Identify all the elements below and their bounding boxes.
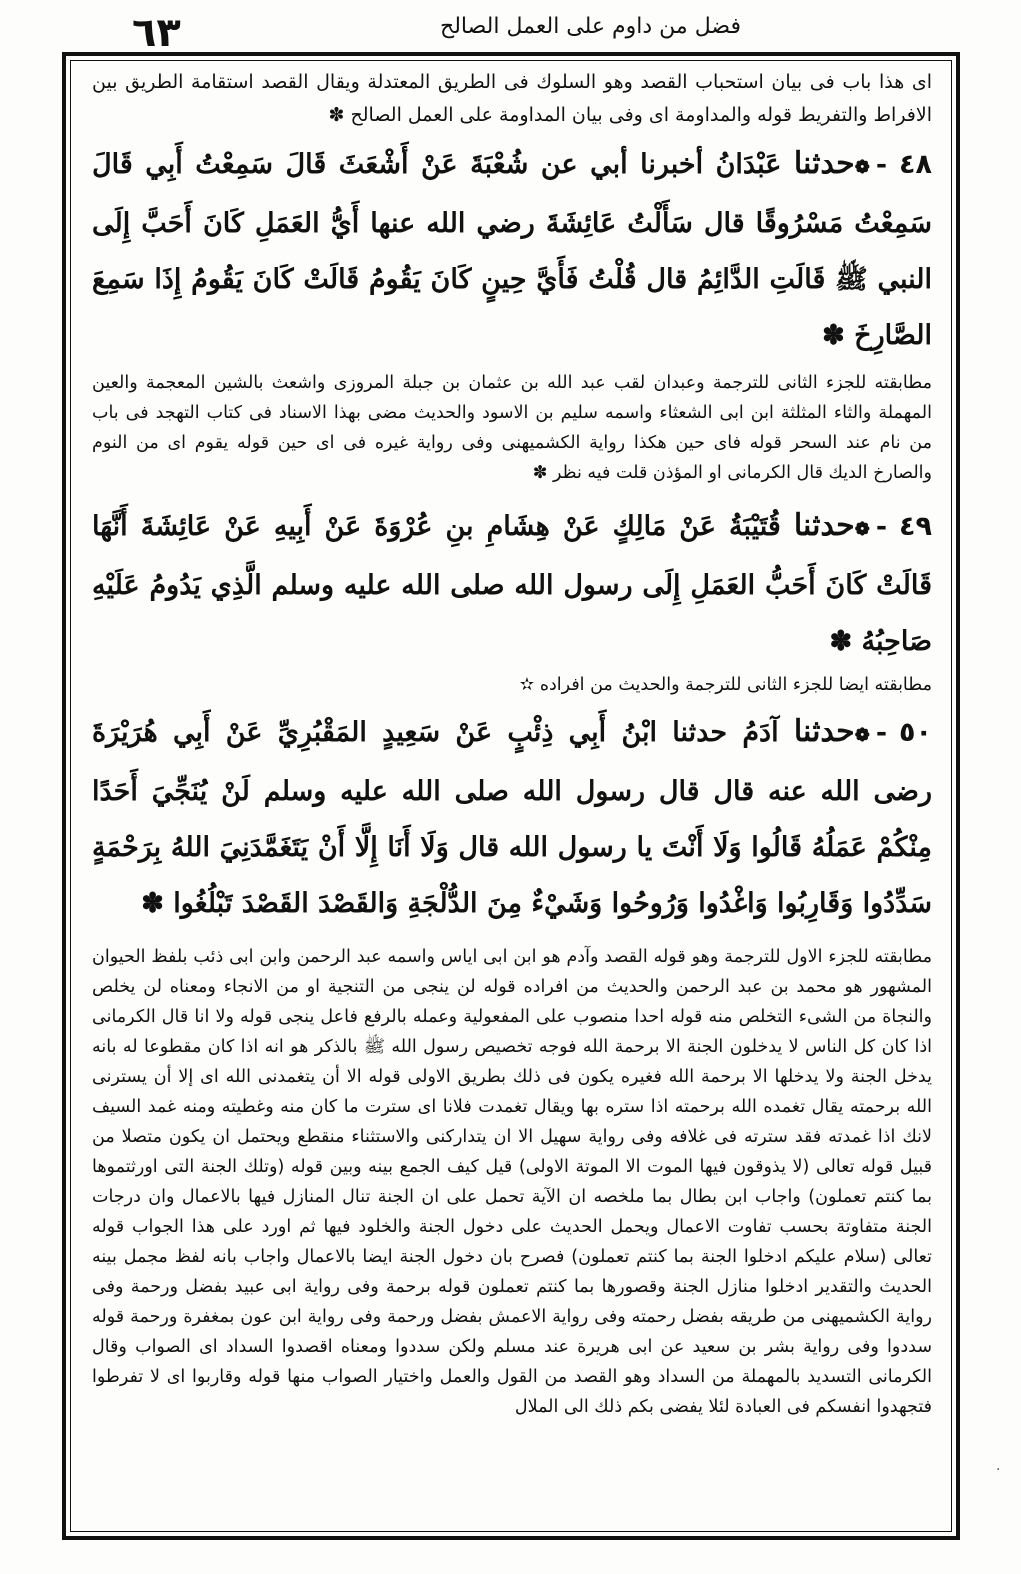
hadith-keyword: حدثنا	[793, 146, 855, 181]
hadith-keyword: حدثنا	[793, 508, 855, 543]
ornament-open-icon: ❁	[854, 157, 870, 178]
hadith-text: عَبْدَانُ أخبرنا أبي عن شُعْبَةَ عَنْ أَشْعَثَ قَالَ سَمِعْتُ أَبِي قَالَ سَمِعْتُ مَسْرُوقًا قال سَأَلْتُ عَائِشَةَ رضي الله عنها أَيُّ العَمَلِ كَانَ أَحَبَّ إِلَى النبي ﷺ قَالَتِ الدَّائِمُ قال قُلْتُ فَأَيَّ حِينٍ كَانَ يَقُومُ قَالَتْ كَانَ يَقُومُ إِذَا سَمِعَ الصَّارِخَ ✽	[92, 149, 932, 351]
hadith-dash: -	[875, 717, 888, 748]
running-title: فضل من داوم على العمل الصالح	[440, 14, 741, 39]
hadith-50	[92, 704, 932, 932]
page-number: ٦٣	[132, 10, 181, 56]
hadith-text: قُتَيْبَةُ عَنْ مَالِكٍ عَنْ هِشَامِ بنِ عُرْوَةَ عَنْ أَبِيهِ عَنْ عَائِشَةَ أَنَّهَا قَالَتْ كَانَ أَحَبُّ العَمَلِ إِلَى رسول الله صلى الله عليه وسلم الَّذِي يَدُومُ عَلَيْهِ صَاحِبُهُ ✽	[92, 511, 932, 657]
commentary-50: مطابقته للجزء الاول للترجمة وهو قوله القصد وآدم هو ابن ابى اياس واسمه عبد الرحمن وابن ابى ذئب بلفظ الحيوان المشهور هو محمد بن عبد الرحمن والحديث من افراده قوله لن ينجى من التنجية او من الانجاء ومعناه لن يخلص والنجاة من الشىء التخلص منه قوله احدا منصوب على المفعولية وعمله بالرفع فاعل ينجى قوله ولا انا قال الكرمانى اذا كان كل الناس لا يدخلون الجنة الا برحمة الله فوجه تخصيص رسول الله ﷺ بالذكر هو انه اذا كان مقطوعا له بانه يدخل الجنة ولا يدخلها الا برحمة الله فغيره يكون فى ذلك بطريق الاولى قوله الا أن يتغمدنى الله اى إلا أن يسترنى الله برحمته يقال تغمده الله برحمته اذا ستره بها ويقال تغمدت فلانا اى سترت ما كان منه وغطيته ومنه غمد السيف لانك اذا غمدته فقد سترته فى غلافه وفى رواية سهيل الا ان يتداركنى والاستثناء منقطع ويحتمل ان يكون متصلا من قبيل قوله تعالى (لا يذوقون فيها الموت الا الموتة الاولى) قيل كيف الجمع بينه وبين قوله (وتلك الجنة التى اورثتموها بما كنتم تعملون) واجاب ابن بطال بما ملخصه ان الآية تحمل على ان الجنة تنال المنازل فيها بالاعمال وان درجات الجنة متفاوتة بحسب تفاوت الاعمال ويحمل الحديث على دخول الجنة والخلود فيها ثم اورد على هذا الجواب قوله تعالى (سلام عليكم ادخلوا الجنة بما كنتم تعملون) فصرح بان دخول الجنة ايضا بالاعمال واجاب بانه لفظ مجمل بينه الحديث والتقدير ادخلوا منازل الجنة وقصورها بما كنتم تعملون قوله برحمة وفى رواية ابى عبيد بفضل ورحمة وفى رواية الكشميهنى من طريقه بفضل رحمته وفى رواية الاعمش بفضل ورحمة وفى رواية ابن عون بمغفرة ورحمة قوله سددوا وفى رواية بشر بن سعيد عن ابى هريرة عند مسلم ولكن سددوا ومعناه اقصدوا السداد اى الصواب وقال الكرمانى التسديد بالمهملة من السداد وهو القصد من القول والعمل واختيار الصواب منها قوله وقاربوا اى لا تفرطوا فتجهدوا انفسكم فى العبادة لئلا يفضى بكم ذلك الى الملال	[92, 947, 932, 1417]
scan-speck: ·	[996, 1462, 1001, 1478]
hadith-dash: -	[875, 149, 888, 180]
commentary-48: مطابقته للجزء الثانى للترجمة وعبدان لقب عبد الله بن عثمان بن جبلة المروزى واشعث بالشين المعجمة والعين المهملة والثاء المثلثة ابن ابى الشعثاء واسمه سليم بن الاسود والحديث مضى بهذا الاسناد فى كتاب التهجد فى باب من نام عند السحر قوله فاى حين هكذا رواية الكشميهنى وفى رواية غيره فى اى حين قوله يقوم اى من النوم والصارخ الديك قال الكرمانى او المؤذن قلت فيه نظر ✽	[92, 373, 932, 483]
hadith-number: ٤٩	[899, 511, 932, 542]
hadith-text: آدَمُ حدثنا ابْنُ أَبِي ذِئْبٍ عَنْ سَعِيدٍ المَقْبُرِيِّ عَنْ أَبِي هُرَيْرَةَ رضى الله عنه قال قال رسول الله صلى الله عليه وسلم لَنْ يُنَجِّيَ أَحَدًا مِنْكُمْ عَمَلُهُ قَالُوا وَلَا أَنْتَ يا رسول الله قال وَلَا أَنَا إِلَّا أَنْ يَتَغَمَّدَنِيَ اللهُ بِرَحْمَةٍ سَدِّدُوا وَقَارِبُوا وَاغْدُوا وَرُوحُوا وَشَيْءٌ مِنَ الدُّلْجَةِ وَالقَصْدَ القَصْدَ تَبْلُغُوا ✽	[92, 717, 932, 919]
ornament-open-icon: ❁	[854, 725, 870, 746]
hadith-dash: -	[875, 511, 888, 542]
hadith-number: ٥٠	[899, 717, 932, 748]
page-content	[92, 66, 932, 1422]
page-header	[60, 6, 960, 54]
chapter-heading: اى هذا باب فى بيان استحباب القصد وهو السلوك فى الطريق المعتدلة ويقال القصد استقامة الطريق بين الافراط والتفريط قوله والمداومة اى وفى بيان المداومة على العمل الصالح ✽	[92, 71, 932, 126]
ornament-open-icon: ❁	[854, 519, 870, 540]
hadith-keyword: حدثنا	[793, 714, 855, 749]
hadith-48	[92, 136, 932, 364]
hadith-number: ٤٨	[899, 149, 933, 180]
hadith-49	[92, 498, 932, 670]
commentary-49: مطابقته ايضا للجزء الثانى للترجمة والحديث من افراده ✫	[519, 675, 932, 695]
